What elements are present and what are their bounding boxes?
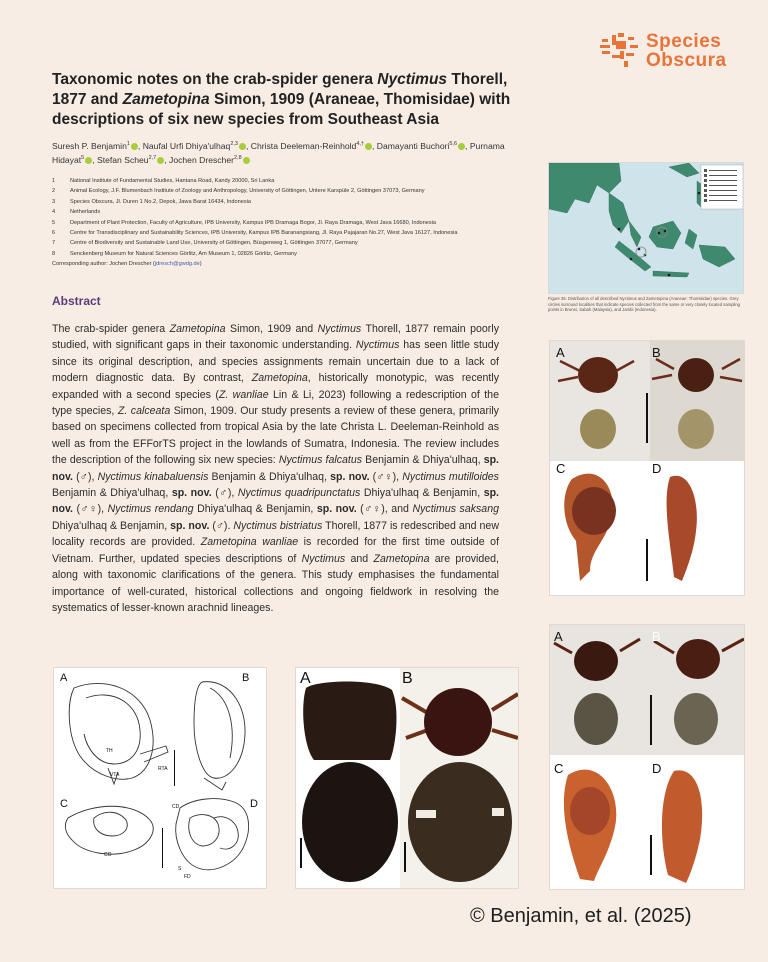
drawing-letter-c: C (60, 798, 68, 810)
plate-1-letter-a: A (556, 345, 565, 360)
author: Damayanti Buchori (376, 140, 450, 151)
affiliation-list (52, 176, 522, 270)
orcid-icon[interactable] (157, 157, 164, 164)
habitus-scale-bar-1 (300, 838, 302, 868)
orcid-icon[interactable] (131, 143, 138, 150)
abstract-segment: Dhiya'ulhaq & Benjamin, (52, 519, 171, 532)
line-drawing-plate (53, 667, 267, 889)
label-s: S (178, 866, 182, 872)
abstract-segment: Dhiya'ulhaq & Benjamin, (360, 487, 484, 500)
paper-title (52, 70, 522, 130)
habitus-letter-a: A (300, 670, 311, 687)
spider-logo-icon (598, 31, 642, 71)
logo-line-2: Obscura (646, 50, 727, 71)
abstract-segment: Dhiya'ulhaq & Benjamin, (193, 503, 317, 516)
map-caption: Figure 35. Distribution of all described Nyctimus and Zametopina (Araneae: Thomisidae) species. Grey circles surround localities that indicate species collected from the same or very closely located sampling points in Brunei, Sabah (Malaysia), and Jambi (Indonesia). (548, 296, 741, 313)
taxon-name: Zametopina (251, 372, 308, 385)
taxon-name: Nyctimus (355, 339, 400, 352)
corresponding-author (52, 259, 522, 269)
sp-nov-label: sp. nov. (52, 487, 499, 516)
drawing-scale-bar-2 (162, 828, 163, 868)
title-genus-1: Nyctimus (377, 71, 448, 88)
title-part-1: Taxonomic notes on the crab-spider genera (52, 71, 378, 88)
habitus-graphic (296, 668, 519, 889)
title-genus-2: Zametopina (122, 91, 210, 108)
abstract-heading: Abstract (52, 294, 101, 308)
author-affiliation-sup: 2,8 (234, 155, 242, 162)
map-graphic (549, 163, 744, 294)
orcid-icon[interactable] (85, 157, 92, 164)
affiliation-item (52, 197, 522, 207)
habitus-plate (295, 667, 519, 889)
abstract-segment: (♂♀), (73, 503, 108, 516)
author: Purnama Hidayat (52, 140, 505, 166)
taxon-name: Z. calceata (117, 405, 171, 418)
affiliation-text: Netherlands (70, 209, 101, 216)
plate-1-letter-b: B (652, 345, 661, 360)
abstract-segment: Benjamin & Dhiya'ulhaq, (52, 487, 172, 500)
photo-plate-1 (549, 340, 745, 596)
plate-1-letter-d: D (652, 461, 662, 476)
label-co: CO (104, 852, 112, 858)
plate-1-scale-bar-1 (646, 393, 648, 443)
affiliation-number: 1 (52, 178, 56, 184)
taxon-name: Nyctimus rendang (107, 503, 194, 516)
affiliation-item (52, 176, 522, 186)
plate-2-letter-b: B (652, 629, 661, 644)
corresponding-close: ) (199, 261, 202, 268)
abstract-segment: The crab-spider genera (52, 323, 170, 335)
affiliation-number: 6 (52, 230, 56, 237)
drawing-letter-b: B (242, 672, 250, 684)
abstract-segment: Simon, 1909. Our study presents a review of these genera, primarily based on specimens collected from tropical Asia by the late Christa L. Deeleman-Reinhold as well as from the EFForTS project in the lowlands of Sumatra, Indonesia. The review includes the description of the following six new species: (52, 405, 499, 467)
taxon-name: Zametopina (169, 323, 226, 335)
taxon-name: Nyctimus falcatus (278, 454, 363, 467)
affiliation-number: 2 (52, 188, 56, 195)
drawing-letter-a: A (60, 672, 68, 684)
line-drawing-graphic (54, 668, 267, 889)
taxon-name: Z. wanliae (218, 388, 269, 401)
sp-nov-label: sp. nov. (52, 454, 499, 483)
abstract-segment: Thorell, 1877 remain poorly studied, with significant gaps in their taxonomic understanding. (52, 323, 499, 352)
abstract-segment: (♂). (209, 519, 234, 532)
plate-2-scale-bar-2 (650, 835, 652, 875)
plate-2-scale-bar-1 (650, 695, 652, 745)
author-affiliation-sup: 5,6 (449, 141, 458, 147)
plate-2-letter-d: D (652, 761, 662, 776)
logo-line-1: Species (646, 31, 722, 52)
taxon-name: Nyctimus quadripunctatus (237, 487, 361, 500)
label-rta: RTA (158, 766, 168, 772)
author: Suresh P. Benjamin (52, 140, 127, 151)
affiliation-item (52, 249, 522, 259)
affiliation-text: Senckenberg Museum for Natural Sciences Görlitz, Am Museum 1, 02826 Görlitz, Germany (70, 250, 297, 257)
image-credit: © Benjamin, et al. (2025) (470, 905, 692, 927)
affiliation-text: Species Obscura, Jl. Duren 1 No.2, Depok, Jawa Barat 16434, Indonesia (70, 198, 251, 205)
abstract-segment: are provided, along with taxonomic clarifications of the genera. This study emphasises the fundamental importance of well-curated, historical collections and ongoing fieldwork in resolving the systematics of lesser-known arachnid lineages. (52, 552, 500, 614)
affiliation-number: 8 (52, 250, 56, 257)
affiliation-number: 7 (52, 240, 56, 247)
abstract-segment: Benjamin & Dhiya'ulhaq, (362, 454, 484, 467)
taxon-name: Zametopina wanliae (200, 536, 299, 549)
author-list: Suresh P. Benjamin$^1$ , Naufal Urfi Dhiya'ulhaq$^{2,3}$ , Christa Deeleman-Reinhold$^{4,\dagger}$ , Damayanti Buchori$^{5,6}$ , Purnama Hidayat$^5$ , Stefan Scheu$^{2,7}$ , Jochen Drescher$^{2,8}$ (52, 140, 505, 166)
affiliation-number: 5 (52, 219, 56, 226)
plate-2-letter-c: C (554, 761, 564, 776)
taxon-name: Nyctimus mutilloides (402, 470, 499, 483)
author-affiliation-sup: 1 (126, 141, 130, 147)
title-part-2: Thorell, 1877 and (52, 71, 508, 108)
drawing-scale-bar-1 (174, 750, 175, 786)
affiliation-item (52, 238, 522, 248)
plate-2-graphic (550, 625, 745, 890)
habitus-scale-bar-2 (404, 842, 406, 872)
drawing-letter-d: D (250, 798, 258, 810)
corresponding-email-link[interactable]: jdresch@gwdg.de (154, 261, 200, 268)
affiliation-text: National Institute of Fundamental Studies, Hantana Road, Kandy 20000, Sri Lanka (70, 178, 275, 184)
abstract-segment: has seen little study since its original description, and species assignments remain uncertain due to a lack of modern diagnostic data. By contrast, (52, 339, 499, 385)
abstract-segment: , historically monotypic, was recently expanded with a second species ( (52, 372, 499, 401)
author-affiliation-sup: 2,3 (230, 141, 238, 147)
abstract-segment: Lin & Li, 2023) following a redescription of the type species, (52, 388, 499, 418)
abstract-segment: Benjamin & Dhiya'ulhaq, (208, 470, 331, 483)
orcid-icon[interactable] (243, 157, 250, 164)
label-vta: VTA (110, 772, 120, 778)
abstract-segment: Thorell, 1877 is redescribed and new locality records are provided. (52, 519, 499, 549)
label-th: TH (106, 748, 113, 754)
author: Naufal Urfi Dhiya'ulhaq (142, 140, 231, 151)
affiliation-item (52, 228, 522, 238)
affiliation-item (52, 207, 522, 217)
author-affiliation-sup: 4,† (356, 141, 364, 147)
taxon-name: Nyctimus saksang (412, 503, 499, 516)
orcid-icon[interactable] (239, 143, 246, 150)
taxon-name: Zametopina (373, 552, 430, 565)
author: Christa Deeleman-Reinhold (250, 140, 357, 151)
affiliation-text: Centre of Biodiversity and Sustainable Land Use, University of Göttingen, Büsgenweg 1, Göttingen 37077, Germany (70, 240, 358, 247)
label-cd: CD (172, 804, 180, 810)
photo-plate-2 (549, 624, 745, 890)
sp-nov-label: sp. nov. (330, 470, 370, 483)
taxon-name: Nyctimus bistriatus (233, 519, 323, 532)
affiliation-number: 4 (52, 209, 56, 216)
author-affiliation-sup: 2,7 (148, 155, 157, 162)
abstract-segment: and (345, 552, 374, 565)
affiliation-item (52, 218, 522, 228)
sp-nov-label: sp. nov. (170, 519, 210, 532)
title-part-3: Simon, 1909 (Araneae, Thomisidae) with descriptions of six new species from Southeast Asia (52, 91, 511, 128)
orcid-icon[interactable] (365, 143, 372, 150)
affiliation-text: Centre for Transdisciplinary and Sustainability Sciences, IPB University, Kampus IPB Baranangsiang, Jl. Raya Pajajaran No.27, West Java 16127, Indonesia (70, 230, 458, 237)
corresponding-label: Corresponding author: Jochen Drescher ( (52, 261, 155, 268)
taxon-name: Nyctimus (317, 323, 362, 335)
abstract-segment: (♂♀), (369, 470, 403, 483)
logo-wordmark (646, 32, 727, 70)
abstract-segment: (♂), (211, 487, 238, 500)
affiliation-text: Animal Ecology, J.F. Blumenbach Institute of Zoology and Anthropology, University of Göttingen, Untere Karspüle 2, Göttingen 37073, Germany (70, 188, 425, 195)
abstract-segment: (♂♀), and (356, 503, 413, 516)
label-fd: FD (184, 874, 191, 880)
affiliation-text: Department of Plant Protection, Faculty of Agriculture, IPB University, Kampus IPB Dramaga Bogor, Jl. Raya Dramaga, West Java 16680, Indonesia (70, 219, 437, 226)
species-obscura-logo (598, 28, 748, 74)
distribution-map (548, 162, 744, 294)
abstract-segment: Simon, 1909 and (225, 323, 318, 335)
habitus-letter-b: B (402, 670, 413, 687)
abstract-text (52, 321, 499, 616)
orcid-icon[interactable] (458, 143, 465, 150)
author: Jochen Drescher (169, 155, 234, 166)
affiliation-number: 3 (52, 198, 56, 205)
abstract-segment: (♂), (73, 470, 98, 483)
plate-1-letter-c: C (556, 461, 566, 476)
affiliation-item (52, 186, 522, 196)
abstract-segment: is recorded for the first time outside of Vietnam. Further, updated species descriptions of (52, 536, 500, 565)
plate-1-scale-bar-2 (646, 539, 648, 581)
plate-2-letter-a: A (554, 629, 563, 644)
taxon-name: Nyctimus (301, 552, 346, 565)
taxon-name: Nyctimus kinabaluensis (97, 470, 209, 483)
sp-nov-label: sp. nov. (171, 487, 212, 500)
sp-nov-label: sp. nov. (316, 503, 357, 516)
author: Stefan Scheu (96, 155, 149, 166)
author-affiliation-sup: 5 (81, 155, 85, 162)
